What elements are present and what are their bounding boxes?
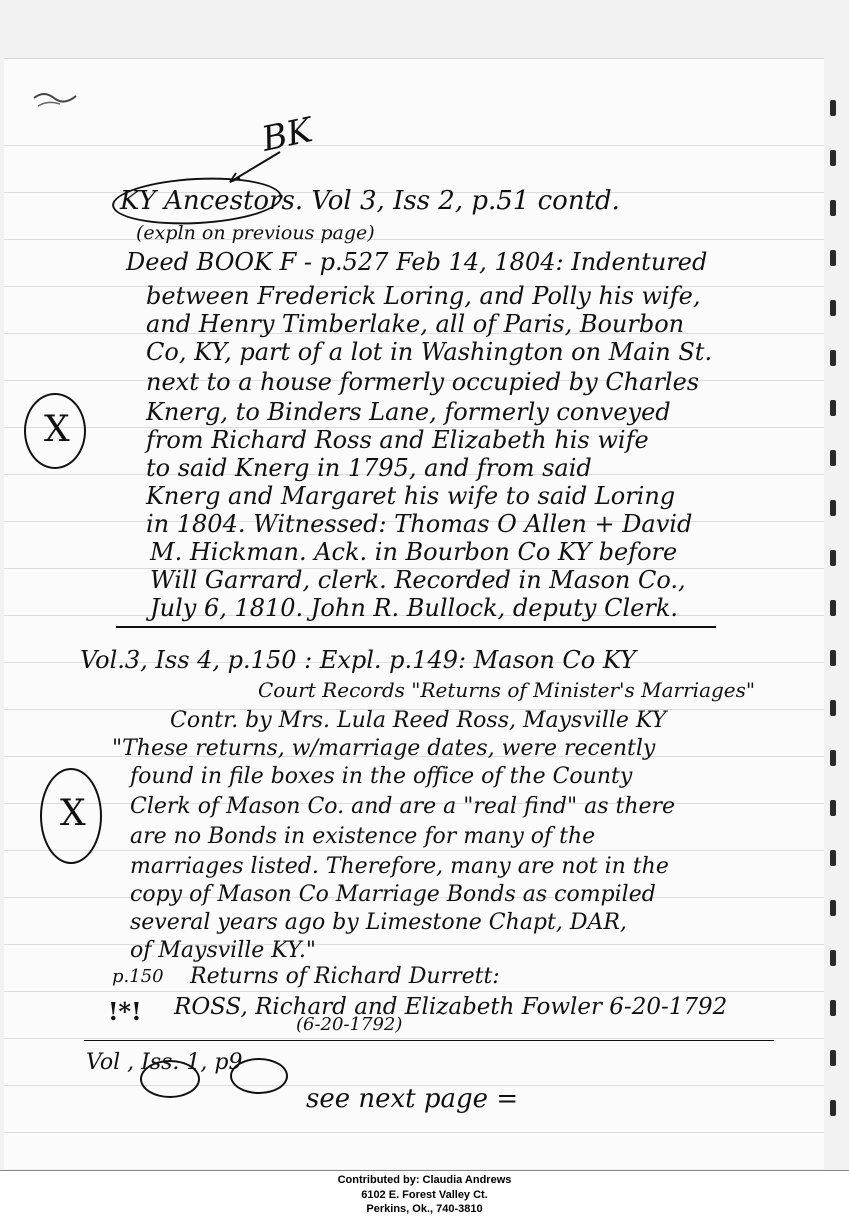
spiral-binding-mark bbox=[830, 700, 836, 716]
spiral-binding-mark bbox=[830, 350, 836, 366]
entry1-line: Co, KY, part of a lot in Washington on Main St. bbox=[146, 338, 713, 366]
margin-mark-x: X bbox=[60, 793, 86, 834]
entry1-line: in 1804. Witnessed: Thomas O Allen + David bbox=[146, 510, 693, 538]
margin-mark-x: X bbox=[44, 409, 70, 450]
entry1-line: and Henry Timberlake, all of Paris, Bourbon bbox=[146, 310, 685, 338]
ruled-line bbox=[4, 850, 824, 851]
spiral-binding-mark bbox=[830, 450, 836, 466]
entry1-line: Will Garrard, clerk. Recorded in Mason Co., bbox=[150, 566, 686, 594]
spiral-binding-mark bbox=[830, 500, 836, 516]
ruled-line bbox=[4, 991, 824, 992]
spiral-binding-mark bbox=[830, 650, 836, 666]
entry1-line: from Richard Ross and Elizabeth his wife bbox=[146, 426, 649, 454]
marriage-record: ROSS, Richard and Elizabeth Fowler 6-20-1792 bbox=[174, 994, 728, 1020]
spiral-binding-mark bbox=[830, 250, 836, 266]
spiral-binding-mark bbox=[830, 150, 836, 166]
spiral-binding-mark bbox=[830, 800, 836, 816]
footer-contributed: Contributed by: Claudia Andrews bbox=[337, 1174, 512, 1186]
entry2-line: marriages listed. Therefore, many are not in the bbox=[130, 854, 669, 879]
spiral-binding-mark bbox=[830, 950, 836, 966]
entry2-line: several years ago by Limestone Chapt, DAR, bbox=[130, 910, 627, 935]
entry-divider-line bbox=[116, 626, 716, 628]
ruled-line bbox=[4, 944, 824, 945]
entry1-line: Knerg, to Binders Lane, formerly conveyed bbox=[146, 398, 671, 426]
entry2-line: Court Records "Returns of Minister's Marriages" bbox=[258, 678, 756, 702]
spiral-binding-mark bbox=[830, 850, 836, 866]
spiral-binding-mark bbox=[830, 600, 836, 616]
entry2-line: of Maysville KY." bbox=[130, 938, 316, 963]
marriage-record-date: (6-20-1792) bbox=[296, 1014, 403, 1035]
ruled-line bbox=[4, 239, 824, 240]
entry2-line: are no Bonds in existence for many of the bbox=[130, 824, 596, 849]
entry2-line: copy of Mason Co Marriage Bonds as compiled bbox=[130, 882, 656, 907]
spiral-binding-mark bbox=[830, 100, 836, 116]
footer-city: Perkins, Ok., 740-3810 bbox=[366, 1203, 483, 1215]
footer-address: 6102 E. Forest Valley Ct. bbox=[361, 1188, 488, 1201]
entry1-line: next to a house formerly occupied by Charles bbox=[146, 368, 700, 396]
spiral-binding-mark bbox=[830, 1000, 836, 1016]
spiral-binding-mark bbox=[830, 1100, 836, 1116]
spiral-binding-mark bbox=[830, 1050, 836, 1066]
entry1-line: to said Knerg in 1795, and from said bbox=[146, 454, 592, 482]
star-mark-icon: !*! bbox=[108, 997, 142, 1026]
returns-label: Returns of Richard Durrett: bbox=[190, 964, 500, 989]
header-line-1: KY Ancestors. Vol 3, Iss 2, p.51 contd. bbox=[120, 186, 620, 216]
entry2-line: found in file boxes in the office of the County bbox=[130, 764, 633, 789]
torn-edge-mark bbox=[30, 84, 80, 114]
entry1-line: July 6, 1810. John R. Bullock, deputy Clerk. bbox=[150, 594, 678, 622]
bottom-scribble: Vol , Iss. 1, p9 bbox=[86, 1050, 243, 1075]
entry2-line: "These returns, w/marriage dates, were recently bbox=[112, 736, 656, 761]
spiral-binding-mark bbox=[830, 550, 836, 566]
ruled-line bbox=[4, 1038, 824, 1039]
record-divider-line bbox=[84, 1040, 774, 1041]
entry1-line: M. Hickman. Ack. in Bourbon Co KY before bbox=[150, 538, 678, 566]
spiral-binding-mark bbox=[830, 200, 836, 216]
spiral-binding-mark bbox=[830, 900, 836, 916]
contributor-footer bbox=[0, 1170, 849, 1217]
margin-note-bk: BK bbox=[258, 110, 316, 160]
spiral-binding-mark bbox=[830, 400, 836, 416]
entry1-line: Deed BOOK F - p.527 Feb 14, 1804: Indentured bbox=[126, 248, 708, 276]
continue-note: see next page = bbox=[306, 1084, 519, 1114]
entry1-line: Knerg and Margaret his wife to said Loring bbox=[146, 482, 676, 510]
returns-page-ref: p.150 bbox=[112, 966, 164, 987]
spiral-binding-mark bbox=[830, 300, 836, 316]
entry2-line: Contr. by Mrs. Lula Reed Ross, Maysville KY bbox=[170, 708, 667, 733]
spiral-binding-mark bbox=[830, 750, 836, 766]
header-line-2: (expln on previous page) bbox=[136, 222, 375, 244]
entry2-line: Clerk of Mason Co. and are a "real find" as there bbox=[130, 794, 676, 819]
ruled-line bbox=[4, 145, 824, 146]
entry1-line: between Frederick Loring, and Polly his wife, bbox=[146, 282, 701, 310]
entry2-line: Vol.3, Iss 4, p.150 : Expl. p.149: Mason Co KY bbox=[80, 646, 636, 674]
ruled-line bbox=[4, 1132, 824, 1133]
